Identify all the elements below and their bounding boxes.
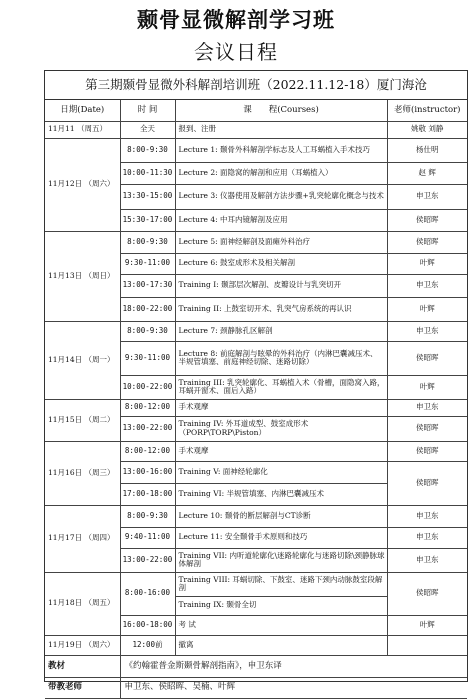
time-cell: 18:00-22:00 [120,297,175,321]
instructor-cell: 侯昭晖 [387,231,467,253]
instructor-cell: 侯昭晖 [387,461,467,505]
page-subtitle: 会议日程 [194,40,278,64]
course-cell: 撤离 [175,635,387,655]
instructor-cell: 叶辉 [387,615,467,635]
instructor-cell: 姚敬 刘静 [387,121,467,138]
textbook-value: 《约翰霍普金斯颞骨解剖指南》，申卫东译 [120,655,467,677]
course-cell: Lecture 7: 颈静脉孔区解剖 [175,321,387,341]
course-cell: Training VIII: 耳蜗切除、下鼓室、迷路下颈内动脉鼓室段解剖 [175,572,387,596]
instructor-cell: 叶辉 [387,375,467,399]
teachers-row [45,677,467,698]
time-cell: 17:00-18:00 [120,483,175,505]
page-title: 颞骨显微解剖学习班 [137,8,335,32]
course-cell: Lecture 11: 安全颞骨手术原则和技巧 [175,527,387,548]
header-time: 时 间 [120,100,175,121]
header-course: 课 程(Courses) [175,100,387,121]
date-cell: 11月17日 （周四） [45,505,120,572]
date-cell: 11月15日 （周二） [45,399,120,441]
course-cell: Lecture 4: 中耳内镜解剖及应用 [175,209,387,231]
time-cell: 全天 [120,121,175,138]
date-cell: 11月14日 （周一） [45,321,120,399]
time-cell: 16:00-18:00 [120,615,175,635]
date-cell: 11月12日 （周六） [45,138,120,231]
instructor-cell: 申卫东 [387,548,467,572]
course-cell: Lecture 6: 鼓室成形术及相关解剖 [175,253,387,274]
instructor-cell: 叶辉 [387,297,467,321]
course-cell: Training VI: 半规管填塞、内淋巴囊减压术 [175,483,387,505]
course-cell: Training I: 颞部层次解剖、皮瓣设计与乳突切开 [175,274,387,297]
table-row [45,505,467,527]
textbook-label: 教材 [45,655,120,677]
date-cell: 11月16日 （周三） [45,441,120,505]
teachers-value: 申卫东、侯昭晖、吴楠、叶辉 [120,677,467,698]
table-row [45,635,467,655]
instructor-cell: 申卫东 [387,321,467,341]
time-cell: 8:00-9:30 [120,231,175,253]
course-cell: 报到、注册 [175,121,387,138]
course-cell: Lecture 8: 前庭解剖与眩晕的外科治疗（内淋巴囊减压术、半规管填塞、前庭神经切除、迷路切除） [175,341,387,375]
time-cell: 9:30-11:00 [120,341,175,375]
table-row [45,441,467,461]
instructor-cell: 申卫东 [387,274,467,297]
table-row [45,399,467,416]
date-cell: 11月18日 （周五） [45,572,120,635]
date-cell: 11月19日 （周六） [45,635,120,655]
course-cell: Lecture 1: 颞骨外科解剖学标志及人工耳蜗植入手术技巧 [175,138,387,162]
course-cell: Lecture 2: 面隐窝的解剖和应用（耳蜗植入） [175,162,387,184]
table-row [45,321,467,341]
instructor-cell: 侯昭晖 [387,441,467,461]
course-cell: 手术观摩 [175,399,387,416]
course-cell: Training IV: 外耳道成型、鼓室成形术（PORP\TORP\Piston） [175,416,387,441]
time-cell: 10:00-22:00 [120,375,175,399]
time-cell: 13:00-22:00 [120,548,175,572]
time-cell: 13:00-22:00 [120,416,175,441]
time-cell: 13:30-15:00 [120,184,175,209]
time-cell: 12:00前 [120,635,175,655]
course-cell: Training III: 乳突轮廓化、耳蜗植入术（骨槽，面隐窝入路，耳蜗开窗术、面后入路） [175,375,387,399]
date-cell: 11月13日 （周日） [45,231,120,321]
course-cell: Training IX: 颞骨全切 [175,596,387,615]
instructor-cell: 申卫东 [387,505,467,527]
time-cell: 8:00-12:00 [120,441,175,461]
course-cell: Training V: 面神经轮廓化 [175,461,387,483]
course-banner: 第三期颞骨显微外科解剖培训班（2022.11.12-18）厦门海沧 [45,71,467,100]
table-row [45,231,467,253]
instructor-cell [387,635,467,655]
teachers-label: 带教老师 [45,677,120,698]
time-cell: 9:30-11:00 [120,253,175,274]
table-row [45,572,467,596]
time-cell: 8:00-9:30 [120,138,175,162]
header-date: 日期(Date) [45,100,120,121]
schedule-table-frame [44,70,468,693]
time-cell: 13:00-16:00 [120,461,175,483]
time-cell: 13:00-17:30 [120,274,175,297]
table-row [45,138,467,162]
textbook-row [45,655,467,677]
instructor-cell: 申卫东 [387,184,467,209]
header-row [45,100,467,121]
time-cell: 8:00-9:30 [120,505,175,527]
time-cell: 15:30-17:00 [120,209,175,231]
instructor-cell: 侯昭晖 [387,209,467,231]
date-cell: 11月11 （周五） [45,121,120,138]
course-cell: Training VII: 内听道轮廓化\迷路轮廓化与迷路切除\颈静脉球体解剖 [175,548,387,572]
instructor-cell: 侯昭晖 [387,572,467,615]
table-row [45,121,467,138]
instructor-cell: 侯昭晖 [387,416,467,441]
time-cell: 8:00-12:00 [120,399,175,416]
course-cell: Lecture 5: 面神经解剖及面瘫外科治疗 [175,231,387,253]
instructor-cell: 申卫东 [387,527,467,548]
instructor-cell: 叶辉 [387,253,467,274]
course-cell: 考 试 [175,615,387,635]
course-cell: 手术观摩 [175,441,387,461]
header-instructor: 老师(instructor) [387,100,467,121]
instructor-cell: 申卫东 [387,399,467,416]
instructor-cell: 杨仕明 [387,138,467,162]
schedule-table [45,100,467,699]
time-cell: 8:00-9:30 [120,321,175,341]
instructor-cell: 赵 辉 [387,162,467,184]
course-cell: Training II: 上鼓室切开术、乳突气房系统的再认识 [175,297,387,321]
instructor-cell: 侯昭晖 [387,341,467,375]
time-cell: 10:00-11:30 [120,162,175,184]
time-cell: 9:40-11:00 [120,527,175,548]
time-cell: 8:00-16:00 [120,572,175,615]
course-cell: Lecture 10: 颞骨的断层解剖与CT诊断 [175,505,387,527]
course-cell: Lecture 3: 仪器使用及解剖方法步骤+乳突轮廓化概念与技术 [175,184,387,209]
